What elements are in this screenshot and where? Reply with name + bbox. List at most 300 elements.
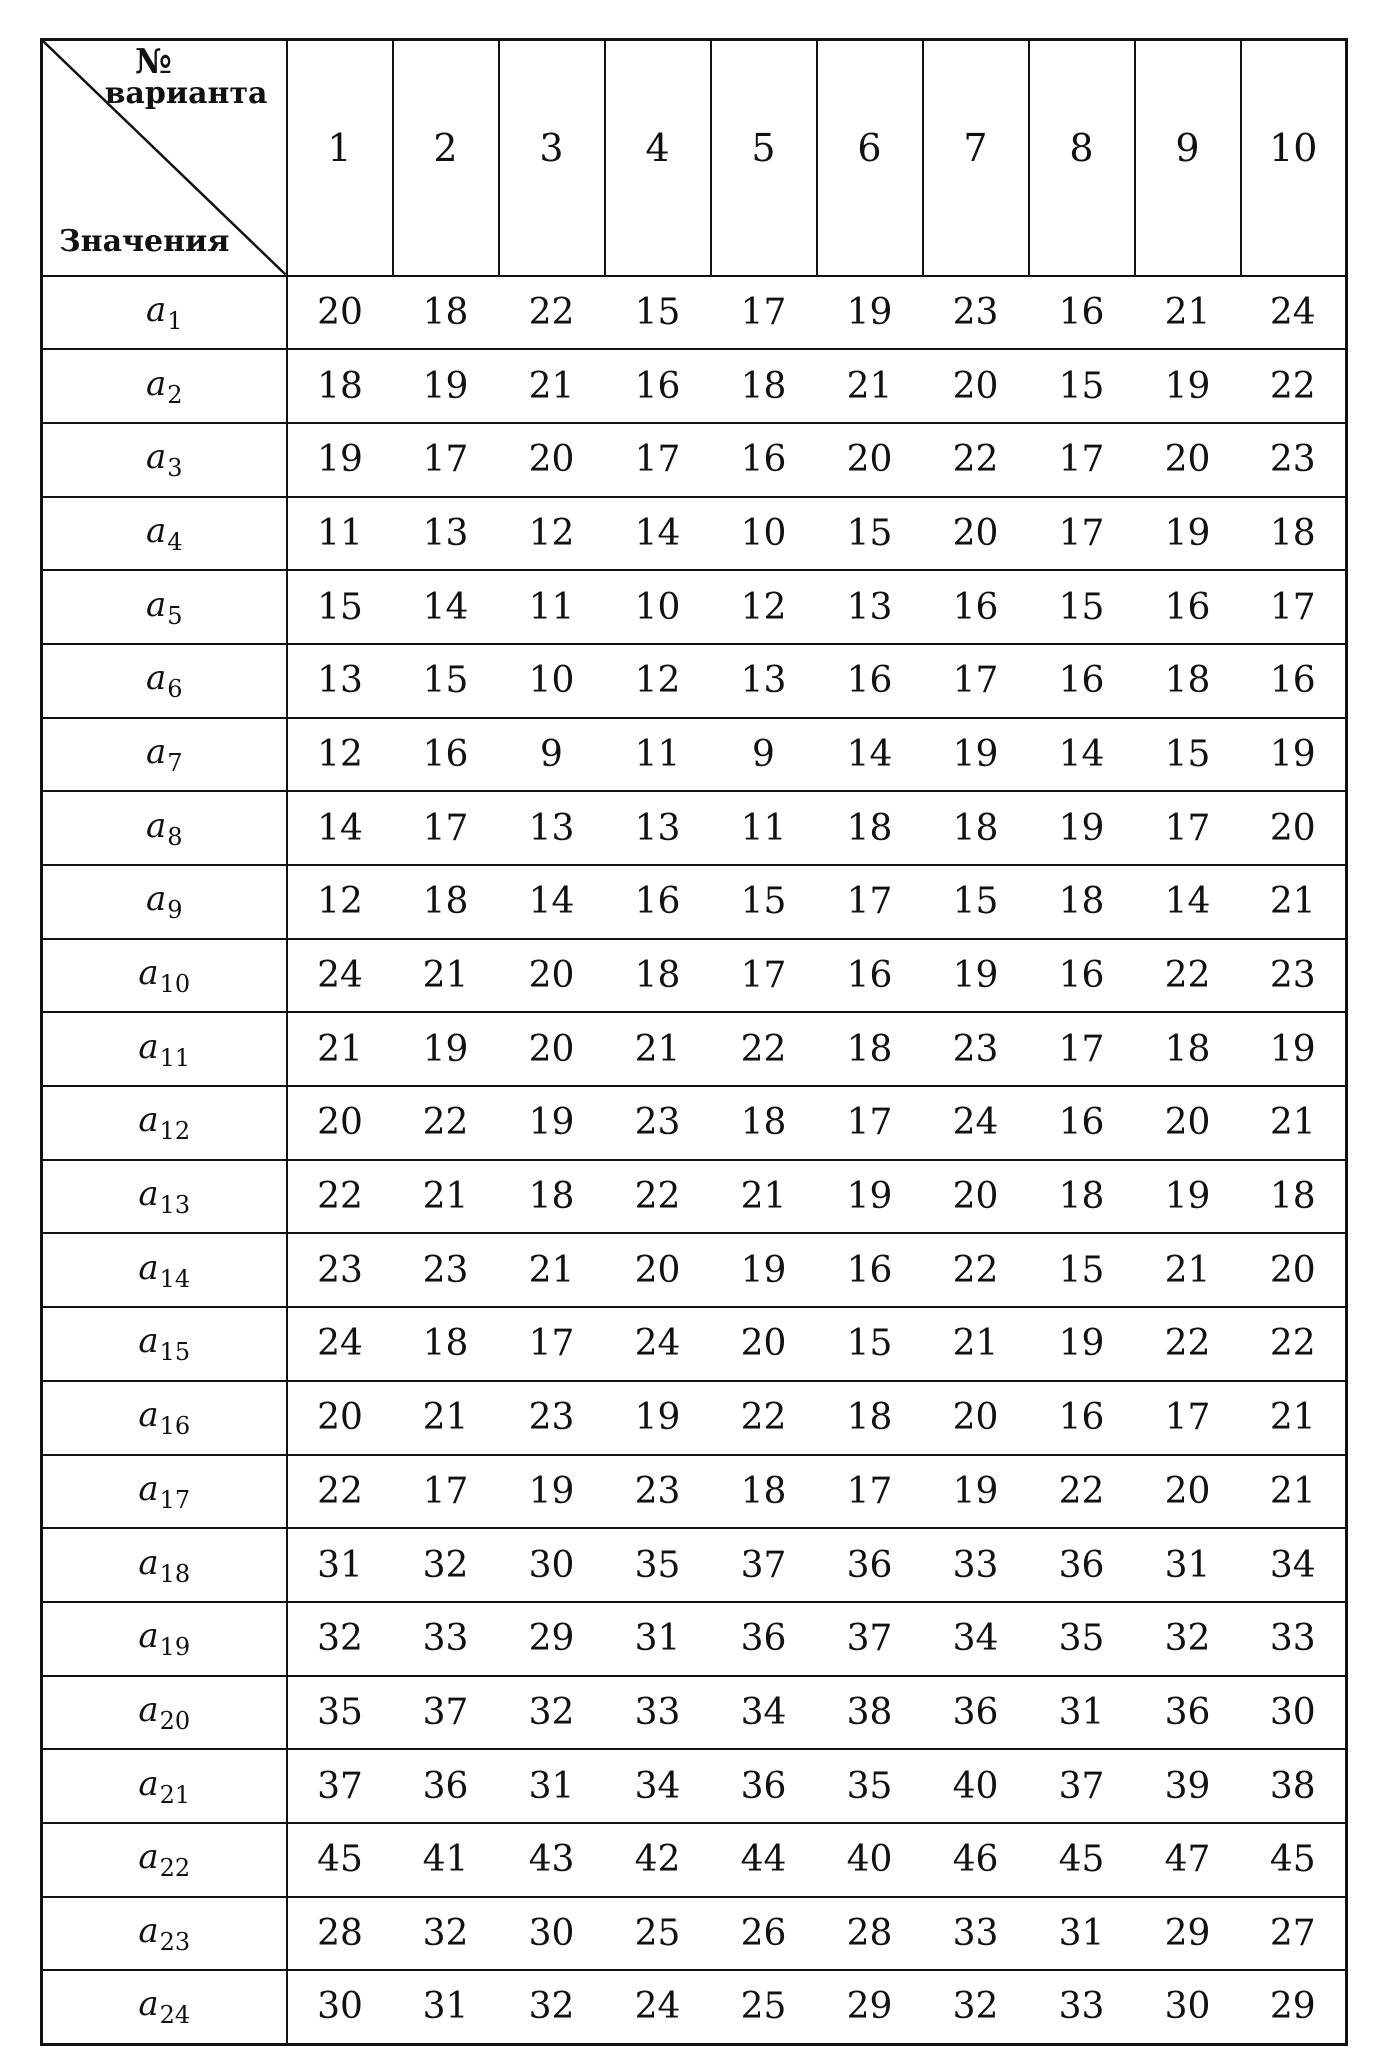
- value-cell: 14: [1029, 718, 1135, 792]
- parameter-symbol: a: [138, 1247, 159, 1288]
- value-cell: 19: [1135, 349, 1241, 423]
- value-cell: 11: [711, 791, 817, 865]
- value-cell: 24: [287, 1307, 393, 1381]
- value-cell: 32: [393, 1897, 499, 1971]
- parameter-label: [42, 1676, 287, 1750]
- value-cell: 21: [499, 349, 605, 423]
- parameter-subscript: 2: [167, 380, 183, 409]
- value-cell: 16: [1029, 939, 1135, 1013]
- value-cell: 15: [711, 865, 817, 939]
- value-cell: 22: [1241, 349, 1347, 423]
- value-cell: 16: [1029, 1381, 1135, 1455]
- parameter-symbol: a: [138, 953, 159, 994]
- value-cell: 10: [605, 570, 711, 644]
- value-cell: 22: [923, 1233, 1029, 1307]
- parameter-symbol: a: [145, 510, 167, 551]
- value-cell: 37: [393, 1676, 499, 1750]
- value-cell: 13: [817, 570, 923, 644]
- value-cell: 20: [923, 1160, 1029, 1234]
- value-cell: 22: [1135, 939, 1241, 1013]
- value-cell: 25: [711, 1970, 817, 2044]
- parameter-label: [42, 1749, 287, 1823]
- value-cell: 12: [711, 570, 817, 644]
- value-cell: 25: [605, 1897, 711, 1971]
- value-cell: 47: [1135, 1823, 1241, 1897]
- value-cell: 20: [1135, 1455, 1241, 1529]
- value-cell: 13: [605, 791, 711, 865]
- parameter-subscript: 9: [167, 896, 183, 925]
- value-cell: 41: [393, 1823, 499, 1897]
- table-row: [42, 1307, 1347, 1381]
- table-body: [42, 276, 1347, 2045]
- value-cell: 32: [923, 1970, 1029, 2044]
- parameter-subscript: 16: [159, 1412, 191, 1441]
- parameter-symbol: a: [138, 1689, 159, 1730]
- value-cell: 16: [1029, 1086, 1135, 1160]
- value-cell: 24: [287, 939, 393, 1013]
- value-cell: 33: [1029, 1970, 1135, 2044]
- value-cell: 21: [393, 1381, 499, 1455]
- value-cell: 31: [287, 1528, 393, 1602]
- value-cell: 19: [1241, 718, 1347, 792]
- value-cell: 20: [923, 1381, 1029, 1455]
- parameter-label: [42, 1528, 287, 1602]
- value-cell: 20: [499, 423, 605, 497]
- value-cell: 17: [1029, 423, 1135, 497]
- value-cell: 13: [393, 497, 499, 571]
- value-cell: 31: [1029, 1676, 1135, 1750]
- table-row: [42, 497, 1347, 571]
- parameter-symbol: a: [138, 1321, 159, 1362]
- value-cell: 32: [287, 1602, 393, 1676]
- variants-table: [40, 38, 1348, 2046]
- table-row: [42, 939, 1347, 1013]
- value-cell: 45: [1029, 1823, 1135, 1897]
- value-cell: 19: [817, 1160, 923, 1234]
- value-cell: 19: [711, 1233, 817, 1307]
- value-cell: 19: [1029, 791, 1135, 865]
- parameter-symbol: a: [138, 1174, 159, 1215]
- value-cell: 17: [1135, 1381, 1241, 1455]
- variant-number: 7: [963, 125, 988, 170]
- value-cell: 45: [1241, 1823, 1347, 1897]
- value-cell: 19: [393, 349, 499, 423]
- value-cell: 21: [711, 1160, 817, 1234]
- value-cell: 21: [605, 1012, 711, 1086]
- variant-number: 5: [751, 125, 776, 170]
- table-row: [42, 644, 1347, 718]
- parameter-label: [42, 423, 287, 497]
- value-cell: 37: [287, 1749, 393, 1823]
- table-row: [42, 865, 1347, 939]
- table-row: [42, 1897, 1347, 1971]
- value-cell: 20: [287, 1381, 393, 1455]
- value-cell: 38: [1241, 1749, 1347, 1823]
- table-row: [42, 276, 1347, 350]
- value-cell: 33: [923, 1528, 1029, 1602]
- value-cell: 22: [1241, 1307, 1347, 1381]
- value-cell: 21: [1241, 1086, 1347, 1160]
- value-cell: 22: [605, 1160, 711, 1234]
- value-cell: 34: [605, 1749, 711, 1823]
- value-cell: 16: [1029, 644, 1135, 718]
- value-cell: 31: [499, 1749, 605, 1823]
- variant-number: 4: [645, 125, 670, 170]
- variant-number: 6: [857, 125, 882, 170]
- variant-label: варианта: [104, 76, 268, 111]
- variant-header-3: [499, 40, 605, 276]
- value-cell: 9: [499, 718, 605, 792]
- parameter-symbol: a: [138, 1763, 159, 1804]
- value-cell: 18: [923, 791, 1029, 865]
- parameter-symbol: a: [138, 1468, 159, 1509]
- parameter-label: [42, 718, 287, 792]
- value-cell: 18: [711, 1455, 817, 1529]
- value-cell: 23: [287, 1233, 393, 1307]
- value-cell: 22: [711, 1381, 817, 1455]
- value-cell: 18: [499, 1160, 605, 1234]
- value-cell: 13: [499, 791, 605, 865]
- variant-header-1: [287, 40, 393, 276]
- value-cell: 20: [287, 276, 393, 350]
- value-cell: 27: [1241, 1897, 1347, 1971]
- value-cell: 31: [393, 1970, 499, 2044]
- parameter-subscript: 11: [159, 1043, 191, 1072]
- value-cell: 18: [1029, 1160, 1135, 1234]
- table-row: [42, 1602, 1347, 1676]
- value-cell: 21: [923, 1307, 1029, 1381]
- table-row: [42, 1970, 1347, 2044]
- value-cell: 18: [287, 349, 393, 423]
- parameter-label: [42, 1381, 287, 1455]
- value-cell: 18: [1029, 865, 1135, 939]
- value-cell: 20: [1241, 1233, 1347, 1307]
- value-cell: 37: [817, 1602, 923, 1676]
- parameter-label: [42, 497, 287, 571]
- value-cell: 28: [287, 1897, 393, 1971]
- value-cell: 21: [393, 939, 499, 1013]
- table-row: [42, 718, 1347, 792]
- parameter-label: [42, 1233, 287, 1307]
- value-cell: 17: [605, 423, 711, 497]
- parameter-label: [42, 349, 287, 423]
- parameter-subscript: 24: [159, 2001, 191, 2030]
- value-cell: 17: [817, 865, 923, 939]
- value-cell: 22: [499, 276, 605, 350]
- value-cell: 29: [499, 1602, 605, 1676]
- value-cell: 34: [711, 1676, 817, 1750]
- parameter-subscript: 13: [159, 1191, 191, 1220]
- table-row: [42, 1749, 1347, 1823]
- table-row: [42, 1160, 1347, 1234]
- value-cell: 17: [393, 423, 499, 497]
- value-cell: 30: [499, 1897, 605, 1971]
- value-cell: 21: [1241, 1381, 1347, 1455]
- value-cell: 15: [1135, 718, 1241, 792]
- corner-header-cell: [42, 40, 287, 276]
- value-cell: 12: [287, 718, 393, 792]
- parameter-symbol: a: [145, 879, 167, 920]
- value-cell: 18: [393, 276, 499, 350]
- parameter-label: [42, 1455, 287, 1529]
- value-cell: 39: [1135, 1749, 1241, 1823]
- value-cell: 11: [499, 570, 605, 644]
- value-cell: 14: [605, 497, 711, 571]
- parameter-label: [42, 644, 287, 718]
- table-row: [42, 423, 1347, 497]
- variant-header-7: [923, 40, 1029, 276]
- value-cell: 24: [605, 1970, 711, 2044]
- value-cell: 15: [1029, 349, 1135, 423]
- value-cell: 22: [923, 423, 1029, 497]
- parameter-label: [42, 865, 287, 939]
- value-cell: 36: [817, 1528, 923, 1602]
- value-cell: 22: [1029, 1455, 1135, 1529]
- value-cell: 15: [817, 1307, 923, 1381]
- value-cell: 17: [711, 276, 817, 350]
- value-cell: 36: [1135, 1676, 1241, 1750]
- value-cell: 33: [393, 1602, 499, 1676]
- value-cell: 16: [711, 423, 817, 497]
- parameter-subscript: 19: [159, 1633, 191, 1662]
- value-cell: 29: [1241, 1970, 1347, 2044]
- table-row: [42, 1528, 1347, 1602]
- value-cell: 30: [287, 1970, 393, 2044]
- parameter-label: [42, 1086, 287, 1160]
- value-cell: 30: [1241, 1676, 1347, 1750]
- variant-number: 1: [327, 125, 352, 170]
- value-cell: 42: [605, 1823, 711, 1897]
- value-cell: 20: [499, 939, 605, 1013]
- parameter-subscript: 18: [159, 1559, 191, 1588]
- value-cell: 15: [923, 865, 1029, 939]
- parameter-subscript: 14: [159, 1264, 191, 1293]
- parameter-symbol: a: [145, 658, 167, 699]
- value-cell: 20: [817, 423, 923, 497]
- value-cell: 19: [605, 1381, 711, 1455]
- parameter-label: [42, 1307, 287, 1381]
- value-cell: 31: [1135, 1528, 1241, 1602]
- value-cell: 21: [287, 1012, 393, 1086]
- parameter-subscript: 21: [159, 1780, 191, 1809]
- value-cell: 45: [287, 1823, 393, 1897]
- value-cell: 31: [605, 1602, 711, 1676]
- value-cell: 29: [1135, 1897, 1241, 1971]
- value-cell: 28: [817, 1897, 923, 1971]
- variant-number: 8: [1069, 125, 1094, 170]
- value-cell: 40: [923, 1749, 1029, 1823]
- value-cell: 16: [817, 1233, 923, 1307]
- value-cell: 20: [287, 1086, 393, 1160]
- parameter-label: [42, 276, 287, 350]
- parameter-subscript: 15: [159, 1338, 191, 1367]
- value-cell: 14: [287, 791, 393, 865]
- variant-header-9: [1135, 40, 1241, 276]
- value-cell: 18: [1135, 1012, 1241, 1086]
- value-cell: 24: [605, 1307, 711, 1381]
- parameter-label: [42, 1602, 287, 1676]
- value-cell: 22: [287, 1160, 393, 1234]
- variant-number: 3: [539, 125, 564, 170]
- value-cell: 32: [1135, 1602, 1241, 1676]
- value-cell: 19: [499, 1455, 605, 1529]
- value-cell: 33: [1241, 1602, 1347, 1676]
- variant-header-10: [1241, 40, 1347, 276]
- value-cell: 14: [817, 718, 923, 792]
- parameter-label: [42, 791, 287, 865]
- value-cell: 24: [923, 1086, 1029, 1160]
- value-cell: 16: [605, 865, 711, 939]
- value-cell: 32: [499, 1676, 605, 1750]
- parameter-label: [42, 570, 287, 644]
- value-cell: 19: [923, 1455, 1029, 1529]
- table-row: [42, 570, 1347, 644]
- value-cell: 12: [605, 644, 711, 718]
- value-cell: 18: [817, 1381, 923, 1455]
- value-cell: 23: [605, 1455, 711, 1529]
- table-row: [42, 1823, 1347, 1897]
- table-row: [42, 1455, 1347, 1529]
- parameter-subscript: 22: [159, 1854, 191, 1883]
- value-cell: 35: [1029, 1602, 1135, 1676]
- value-cell: 21: [817, 349, 923, 423]
- value-cell: 23: [1241, 423, 1347, 497]
- variants-table-page: [40, 38, 1345, 2038]
- value-cell: 18: [1241, 1160, 1347, 1234]
- value-cell: 22: [393, 1086, 499, 1160]
- value-cell: 15: [1029, 570, 1135, 644]
- value-cell: 17: [817, 1455, 923, 1529]
- value-cell: 13: [287, 644, 393, 718]
- value-cell: 16: [605, 349, 711, 423]
- value-cell: 14: [393, 570, 499, 644]
- parameter-label: [42, 1012, 287, 1086]
- value-cell: 16: [1135, 570, 1241, 644]
- parameter-symbol: a: [138, 1026, 159, 1067]
- value-cell: 17: [1029, 497, 1135, 571]
- value-cell: 14: [1135, 865, 1241, 939]
- value-cell: 16: [1241, 644, 1347, 718]
- value-cell: 21: [499, 1233, 605, 1307]
- value-cell: 11: [287, 497, 393, 571]
- value-cell: 19: [817, 276, 923, 350]
- value-cell: 20: [711, 1307, 817, 1381]
- value-cell: 23: [1241, 939, 1347, 1013]
- parameter-symbol: a: [138, 1542, 159, 1583]
- value-cell: 34: [1241, 1528, 1347, 1602]
- value-cell: 19: [1135, 497, 1241, 571]
- value-cell: 23: [499, 1381, 605, 1455]
- parameter-subscript: 23: [159, 1927, 191, 1956]
- value-cell: 36: [1029, 1528, 1135, 1602]
- parameter-subscript: 3: [167, 454, 183, 483]
- parameter-label: [42, 1160, 287, 1234]
- parameter-label: [42, 939, 287, 1013]
- parameter-symbol: a: [145, 289, 167, 330]
- value-cell: 15: [817, 497, 923, 571]
- value-cell: 32: [393, 1528, 499, 1602]
- variant-header-4: [605, 40, 711, 276]
- value-cell: 17: [499, 1307, 605, 1381]
- value-cell: 17: [393, 1455, 499, 1529]
- value-cell: 18: [711, 1086, 817, 1160]
- variant-number: 9: [1175, 125, 1200, 170]
- parameter-subscript: 12: [159, 1117, 191, 1146]
- value-cell: 12: [287, 865, 393, 939]
- value-cell: 23: [393, 1233, 499, 1307]
- value-cell: 16: [923, 570, 1029, 644]
- value-cell: 19: [393, 1012, 499, 1086]
- parameter-subscript: 20: [159, 1706, 191, 1735]
- parameter-symbol: a: [145, 584, 167, 625]
- value-cell: 36: [711, 1602, 817, 1676]
- value-cell: 19: [923, 718, 1029, 792]
- variant-number: 2: [433, 125, 458, 170]
- value-cell: 20: [1241, 791, 1347, 865]
- table-row: [42, 1012, 1347, 1086]
- parameter-symbol: a: [138, 1395, 159, 1436]
- value-cell: 21: [1241, 865, 1347, 939]
- parameter-symbol: a: [145, 805, 167, 846]
- value-cell: 15: [393, 644, 499, 718]
- value-cell: 20: [1135, 423, 1241, 497]
- value-cell: 34: [923, 1602, 1029, 1676]
- value-cell: 31: [1029, 1897, 1135, 1971]
- value-cell: 36: [711, 1749, 817, 1823]
- header-row: [42, 40, 1347, 276]
- value-cell: 18: [1135, 644, 1241, 718]
- value-cell: 37: [711, 1528, 817, 1602]
- value-cell: 10: [499, 644, 605, 718]
- value-cell: 18: [817, 791, 923, 865]
- parameter-symbol: a: [145, 731, 167, 772]
- value-cell: 21: [393, 1160, 499, 1234]
- parameter-subscript: 10: [159, 970, 191, 999]
- value-cell: 16: [393, 718, 499, 792]
- value-cell: 20: [923, 497, 1029, 571]
- value-cell: 37: [1029, 1749, 1135, 1823]
- parameter-symbol: a: [138, 1837, 159, 1878]
- value-cell: 18: [393, 1307, 499, 1381]
- parameter-subscript: 4: [167, 527, 183, 556]
- value-cell: 32: [499, 1970, 605, 2044]
- value-cell: 22: [711, 1012, 817, 1086]
- number-sign: №: [135, 42, 172, 82]
- parameter-label: [42, 1897, 287, 1971]
- value-cell: 19: [1241, 1012, 1347, 1086]
- value-cell: 20: [1135, 1086, 1241, 1160]
- value-cell: 46: [923, 1823, 1029, 1897]
- value-cell: 21: [1135, 1233, 1241, 1307]
- parameter-label: [42, 1970, 287, 2044]
- value-cell: 10: [711, 497, 817, 571]
- value-cell: 38: [817, 1676, 923, 1750]
- parameter-symbol: a: [145, 437, 167, 478]
- value-cell: 18: [605, 939, 711, 1013]
- value-cell: 29: [817, 1970, 923, 2044]
- parameter-symbol: a: [145, 363, 167, 404]
- parameter-subscript: 17: [159, 1485, 191, 1514]
- variant-number: 10: [1269, 125, 1318, 170]
- variant-header-5: [711, 40, 817, 276]
- value-cell: 15: [1029, 1233, 1135, 1307]
- value-cell: 17: [711, 939, 817, 1013]
- value-cell: 15: [605, 276, 711, 350]
- value-cell: 17: [817, 1086, 923, 1160]
- value-cell: 33: [923, 1897, 1029, 1971]
- value-cell: 23: [605, 1086, 711, 1160]
- value-cell: 11: [605, 718, 711, 792]
